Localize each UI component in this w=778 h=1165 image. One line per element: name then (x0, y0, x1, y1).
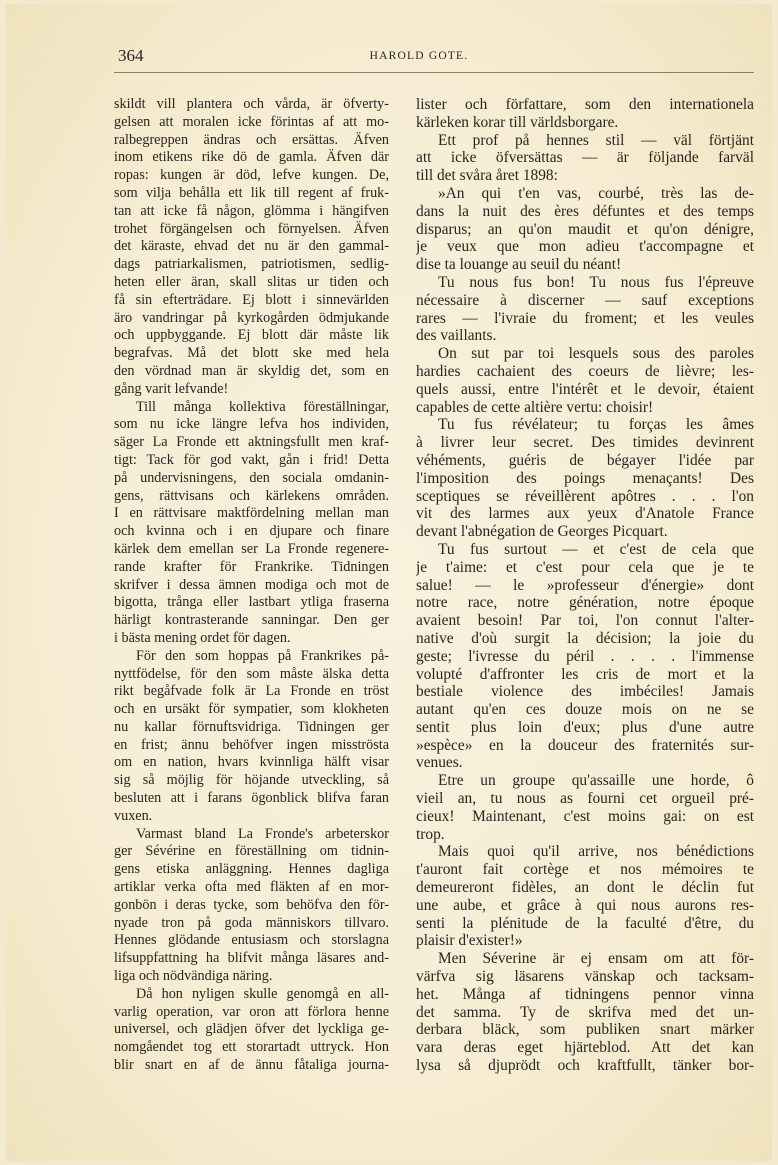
text-line: Hennes glödande entusiasm och storslagna (114, 932, 389, 949)
text-line: sig så möjlig för höjande utveckling, så (114, 772, 389, 789)
text-line: salue! — le »professeur d'énergie» dont (416, 576, 754, 594)
text-line: och kvinna och i en djupare och finare (114, 523, 389, 540)
text-line: säger La Fronde ett aktningsfullt men kraf- (114, 434, 389, 451)
text-line: I en rättvisare maktfördelning mellan man (114, 505, 389, 522)
text-line: demeureront fidèles, an dont le déclin fut (416, 879, 754, 897)
text-line: dags patriarkalismen, patriotismen, sedlig- (114, 256, 389, 273)
text-line: gens, rättvisans och kärlekens områden. (114, 487, 389, 504)
text-line: native d'où surgit la décision; la joie du (416, 629, 754, 647)
text-line: den vördnad man är skyldig det, som en (114, 362, 389, 379)
text-line: On sut par toi lesquels sous des paroles (438, 345, 754, 363)
text-line: äro vandringar på kyrkogården ödmjukande (114, 309, 389, 326)
text-line: volupté d'affronter les cris de mort et la (416, 665, 754, 683)
text-line: senti la plénitude de la faculté d'être, du (416, 914, 754, 932)
paragraph (416, 345, 754, 416)
text-line: nu kallar förnuftsvidriga. Tidningen ger (114, 718, 389, 735)
text-line: devant l'abnégation de Georges Picquart. (416, 523, 668, 541)
text-line: plaisir d'exister!» (416, 932, 523, 950)
paragraph (114, 96, 389, 399)
text-line: notre race, notre génération, notre époque (416, 594, 754, 612)
text-line: det käraste, ehvad det nu är den gammal- (114, 238, 389, 255)
text-line: ger Sévérine en föreställning om tidnin- (114, 843, 389, 860)
running-head: HAROLD GOTE. (369, 50, 469, 62)
text-line: skildt vill plantera och vårda, är öfverty- (114, 96, 389, 112)
text-line: kärlek dem emellan ser La Fronde regenere- (114, 540, 389, 557)
text-line: hardies cachaient des coeurs de lièvre; les- (416, 362, 754, 380)
text-line: och en ursäkt för sympatier, som klokheten (114, 701, 389, 718)
paragraph (114, 648, 389, 826)
text-line: gens etiska anläggning. Hennes dagliga (114, 861, 389, 878)
text-line: rande krafter för Frankrike. Tidningen (114, 558, 389, 575)
text-line: som vilja behålla ett lik till regent af fruk- (114, 184, 389, 201)
text-line: je t'aime: et c'est pour cela que je te (416, 558, 754, 576)
text-line: bestiale violence des imbéciles! Jamais (416, 683, 754, 701)
paragraph (416, 843, 754, 950)
text-line: gelsen att moralen icke förintas af att mo- (114, 113, 389, 130)
paragraph (416, 274, 754, 345)
text-line: få sin efterträdare. Ej blott i sinnevärlden (114, 291, 389, 308)
text-line: nyttfödelse, för den som måste älska detta (114, 665, 389, 682)
text-line: vara deras eget hjärteblod. Att det kan (416, 1039, 754, 1057)
left-column (114, 96, 389, 1075)
text-line: Tu fus révélateur; tu forças les âmes (438, 416, 754, 434)
header-rule (114, 72, 754, 73)
text-line: »espèce» en la douceur des fraternités sur- (416, 736, 754, 754)
paragraph (114, 399, 389, 648)
text-line: lifsuppfattning ha blifvit många läsares and- (114, 950, 389, 967)
text-line: skrifver i dessa ämnen modiga och mot de (114, 576, 389, 593)
text-line: nomgåendet tog ett storartadt uttryck. Hon (114, 1039, 389, 1056)
text-line: geste; l'ivresse du péril . . . . l'immense (416, 647, 754, 665)
text-line: i bästa mening ordet för dagen. (114, 629, 291, 646)
text-line: varlig operation, var oron att förlora henne (114, 1003, 389, 1020)
paragraph (114, 826, 389, 986)
text-line: l'imposition des poings menaçants! Des (416, 469, 754, 487)
text-line: sentit plus loin d'eux; plus d'une autre (416, 718, 754, 736)
text-line: »An qui t'en vas, courbé, très las de- (438, 184, 754, 202)
text-line: venues. (416, 754, 463, 772)
text-line: quels aussi, entre l'intérêt et le devoir, étaient (416, 380, 754, 398)
text-line: une aube, et grâce à qui nous aurons res- (416, 896, 754, 914)
text-line: dans la nuit des ères défuntes et des temps (416, 202, 754, 220)
text-line: Tu fus surtout — et c'est de cela que (438, 540, 754, 558)
paragraph (416, 416, 754, 541)
text-line: artiklar verka ofta med fläkten af en mor- (114, 879, 389, 896)
text-line: besluten att i farans ögonblick blifva faran (114, 790, 389, 807)
text-line: vit des larmes aux yeux d'Anatole France (416, 505, 754, 523)
text-line: lysa så djuprödt och kraftfullt, tänker bor- (416, 1057, 754, 1075)
text-line: tan att icke få någon, glömma i hängifven (114, 202, 389, 219)
text-line: tigt: Tack för god vakt, gån i frid! Detta (114, 451, 389, 468)
text-line: lister och författare, som den internationela (416, 96, 754, 113)
text-line: inom etikens rike dö de gamla. Äfven där (114, 149, 389, 166)
text-line: avaient besoin! Par toi, l'on connut l'alter- (416, 612, 754, 630)
book-page (6, 4, 772, 1161)
text-line: rares — l'ivraie du froment; et les veules (416, 309, 754, 327)
text-line: ralbegreppen ändras och ersättas. Äfven (114, 131, 389, 148)
text-line: véhéments, guéris de bégayer l'idée par (416, 451, 754, 469)
text-line: Etre un groupe qu'assaille une horde, ô (438, 772, 754, 790)
text-line: universel, och glädjen öfver det lyckliga ge- (114, 1021, 389, 1038)
text-line: som nu icke längre lefva hos individen, (114, 416, 389, 433)
text-line: dise ta louange au seuil du néant! (416, 256, 622, 274)
paragraph (416, 772, 754, 843)
right-column (416, 96, 754, 1075)
text-line: trop. (416, 825, 445, 843)
text-line: gonbön i deras tycke, som behöfva den för- (114, 896, 389, 913)
paragraph (114, 986, 389, 1075)
text-line: rikt begåfvade folk är La Fronde en tröst (114, 683, 389, 700)
text-line: liga och nödvändiga näring. (114, 968, 273, 985)
paragraph (416, 96, 754, 132)
text-line: vieil an, tu nous as fourni cet orgueil pré- (416, 790, 754, 808)
text-line: värfva sig läsarens vänskap och tacksam- (416, 968, 754, 986)
text-line: je veux que mon adieu t'accompagne et (416, 238, 754, 256)
text-line: Då hon nyligen skulle genomgå en all- (136, 985, 389, 1002)
text-line: cieux! Maintenant, c'est moins gai: on est (416, 807, 754, 825)
text-line: på undervisningens, den sociala omdanin- (114, 469, 389, 486)
text-line: sceptiques se réveillèrent apôtres . . . l'on (416, 487, 754, 505)
text-line: härligt kontrasterande sanningar. Den ger (114, 612, 389, 629)
text-line: autant qu'en ces douze mois on ne se (416, 701, 754, 719)
text-line: derbara bläck, som publiken snart märker (416, 1021, 754, 1039)
text-line: och uppbyggande. Ej blott där måste lik (114, 327, 389, 344)
text-line: Ett prof på hennes stil — väl förtjänt (438, 131, 754, 149)
text-line: capables de cette altière vertu: choisir! (416, 398, 654, 416)
text-line: vuxen. (114, 807, 153, 824)
text-line: begrafvas. Må det blott ske med hela (114, 345, 389, 362)
text-line: För den som hoppas på Frankrikes på- (136, 647, 389, 664)
text-line: heten eller äran, skall slitas ur tiden och (114, 273, 389, 290)
text-line: en frist; ännu behöfver ingen misströsta (114, 736, 389, 753)
text-line: Tu nous fus bon! Tu nous fus l'épreuve (438, 273, 754, 291)
text-line: disparus; an qu'on maudit et qu'on dénigre, (416, 220, 754, 238)
paragraph (416, 185, 754, 274)
text-line: t'auront fait cortège et nos mémoires te (416, 861, 754, 879)
text-line: nyade tron på goda människors tillvaro. (114, 914, 389, 931)
text-line: nécessaire à discerner — sauf exceptions (416, 291, 754, 309)
text-line: ropas: kungen är död, lefve kungen. De, (114, 167, 389, 184)
text-line: des vaillants. (416, 327, 497, 345)
page-number: 364 (118, 46, 144, 65)
text-line: Till många kollektiva föreställningar, (136, 398, 389, 415)
text-line: bigotta, trånga eller lastbart ytliga fraserna (114, 594, 389, 611)
text-line: att icke öfversättas — är följande farväl (416, 149, 754, 167)
text-line: à livrer leur secret. Des timides devinrent (416, 434, 754, 452)
paragraph (416, 950, 754, 1075)
text-line: het. Många af tidningens pennor vinna (416, 985, 754, 1003)
paragraph (416, 132, 754, 185)
text-line: till det svåra året 1898: (416, 167, 558, 185)
text-line: om en nation, hvars kvinnliga hälft visar (114, 754, 389, 771)
text-line: trohet förgängelsen och förnyelsen. Äfven (114, 220, 389, 237)
text-line: gång varit lefvande! (114, 380, 229, 397)
text-line: Men Séverine är ej ensam om att för- (438, 950, 754, 968)
text-line: kärleken korar till världsborgare. (416, 113, 619, 131)
paragraph (416, 541, 754, 772)
text-line: blir snart en af de ännu fåtaliga journa- (114, 1057, 389, 1074)
text-line: det samma. Ty de skrifva med det un- (416, 1003, 754, 1021)
text-line: Mais quoi qu'il arrive, nos bénédictions (438, 843, 754, 861)
text-line: Varmast bland La Fronde's arbeterskor (136, 825, 389, 842)
